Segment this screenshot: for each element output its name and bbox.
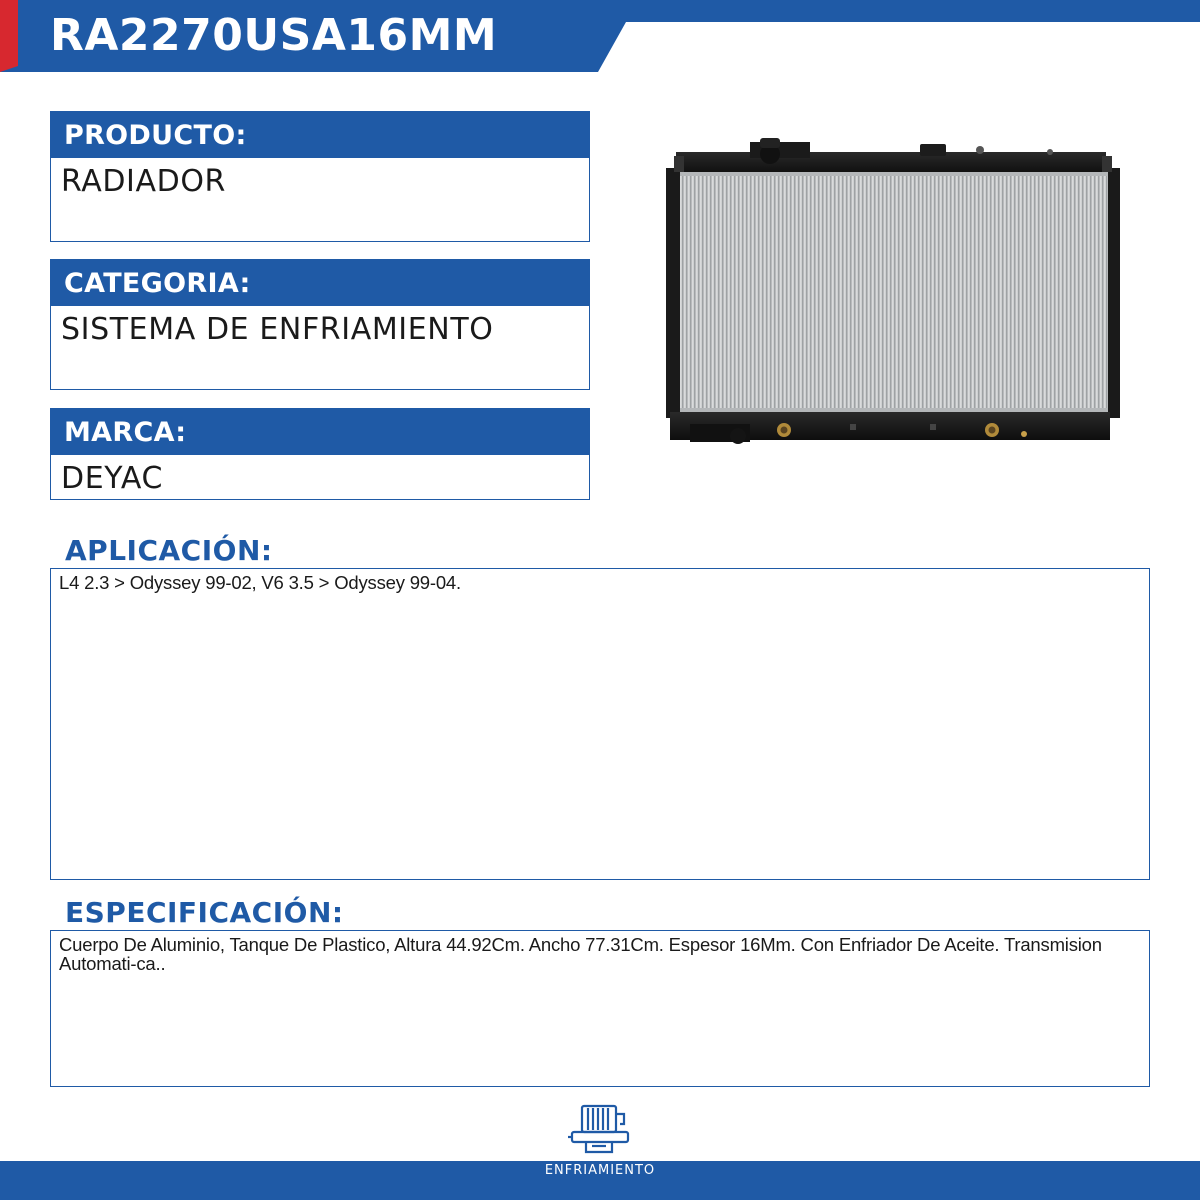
especificacion-title: ESPECIFICACIÓN: bbox=[65, 896, 344, 929]
categoria-label: CATEGORIA: bbox=[51, 260, 589, 306]
marca-field bbox=[50, 408, 590, 500]
aplicacion-panel bbox=[50, 568, 1150, 880]
especificacion-text: Cuerpo De Aluminio, Tanque De Plastico, Altura 44.92Cm. Ancho 77.31Cm. Espesor 16Mm. Con Enfriador De Aceite. Transmision Automati-ca.. bbox=[59, 934, 1102, 974]
aplicacion-text: L4 2.3 > Odyssey 99-02, V6 3.5 > Odyssey 99-04. bbox=[59, 572, 461, 593]
radiator-photo bbox=[650, 128, 1150, 464]
categoria-value: SISTEMA DE ENFRIAMIENTO bbox=[61, 312, 494, 347]
categoria-field bbox=[50, 259, 590, 390]
marca-label: MARCA: bbox=[51, 409, 589, 455]
radiator-icon bbox=[566, 1102, 636, 1160]
header-banner bbox=[0, 0, 1200, 72]
producto-value: RADIADOR bbox=[61, 164, 226, 199]
part-number-title: RA2270USA16MM bbox=[50, 10, 498, 61]
marca-value: DEYAC bbox=[61, 461, 163, 496]
producto-field bbox=[50, 111, 590, 242]
producto-label: PRODUCTO: bbox=[51, 112, 589, 158]
aplicacion-title: APLICACIÓN: bbox=[65, 534, 273, 567]
especificacion-panel bbox=[50, 930, 1150, 1087]
footer-category-label: ENFRIAMIENTO bbox=[544, 1163, 656, 1178]
